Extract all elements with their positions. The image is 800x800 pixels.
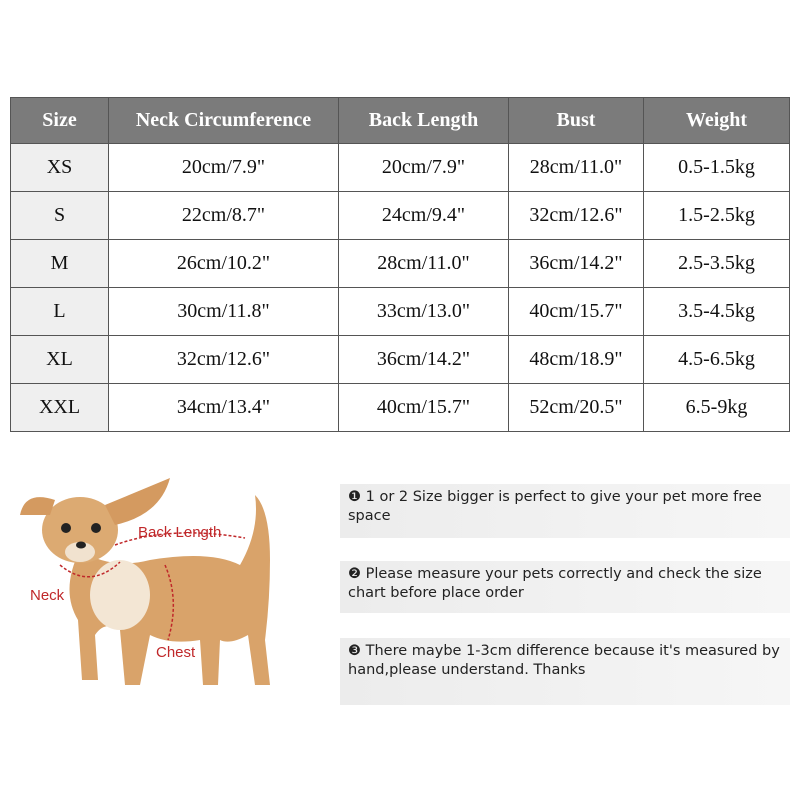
note-1: [340, 484, 790, 538]
weight-cell: 2.5-3.5kg: [644, 240, 790, 288]
bust-cell: 52cm/20.5": [509, 384, 644, 432]
dog-measurement-diagram: [20, 470, 320, 700]
note-3: [340, 638, 790, 705]
size-cell: S: [11, 192, 109, 240]
neck-cell: 20cm/7.9": [109, 144, 339, 192]
weight-cell: 6.5-9kg: [644, 384, 790, 432]
bust-cell: 32cm/12.6": [509, 192, 644, 240]
table-row: [11, 384, 790, 432]
header-bust: Bust: [509, 98, 644, 144]
weight-cell: 3.5-4.5kg: [644, 288, 790, 336]
header-weight: Weight: [644, 98, 790, 144]
number-1-icon: ❶: [348, 489, 361, 505]
size-chart-table: [10, 97, 790, 432]
back-length-cell: 33cm/13.0": [339, 288, 509, 336]
weight-cell: 0.5-1.5kg: [644, 144, 790, 192]
note-2: [340, 561, 790, 613]
size-cell: XL: [11, 336, 109, 384]
back-length-label: Back Length: [138, 524, 222, 541]
table-row: [11, 144, 790, 192]
number-3-icon: ❸: [348, 643, 361, 659]
size-cell: L: [11, 288, 109, 336]
header-neck: Neck Circumference: [109, 98, 339, 144]
chest-label: Chest: [156, 644, 196, 661]
weight-cell: 1.5-2.5kg: [644, 192, 790, 240]
neck-cell: 32cm/12.6": [109, 336, 339, 384]
neck-label: Neck: [30, 587, 65, 604]
note-text: Please measure your pets correctly and check the size chart before place order: [348, 566, 762, 601]
size-cell: M: [11, 240, 109, 288]
header-size: Size: [11, 98, 109, 144]
bust-cell: 40cm/15.7": [509, 288, 644, 336]
neck-cell: 26cm/10.2": [109, 240, 339, 288]
back-length-cell: 36cm/14.2": [339, 336, 509, 384]
bust-cell: 28cm/11.0": [509, 144, 644, 192]
back-length-cell: 20cm/7.9": [339, 144, 509, 192]
size-cell: XS: [11, 144, 109, 192]
table-row: [11, 192, 790, 240]
bust-cell: 48cm/18.9": [509, 336, 644, 384]
dog-illustration: [20, 478, 270, 685]
back-length-cell: 24cm/9.4": [339, 192, 509, 240]
back-length-cell: 28cm/11.0": [339, 240, 509, 288]
table-row: [11, 240, 790, 288]
note-text: There maybe 1-3cm difference because it's measured by hand,please understand. Thanks: [348, 643, 780, 678]
neck-cell: 34cm/13.4": [109, 384, 339, 432]
weight-cell: 4.5-6.5kg: [644, 336, 790, 384]
neck-cell: 30cm/11.8": [109, 288, 339, 336]
header-back: Back Length: [339, 98, 509, 144]
size-cell: XXL: [11, 384, 109, 432]
table-header-row: [11, 98, 790, 144]
bust-cell: 36cm/14.2": [509, 240, 644, 288]
note-text: 1 or 2 Size bigger is perfect to give your pet more free space: [348, 489, 762, 524]
table-row: [11, 288, 790, 336]
neck-cell: 22cm/8.7": [109, 192, 339, 240]
back-length-cell: 40cm/15.7": [339, 384, 509, 432]
table-row: [11, 336, 790, 384]
number-2-icon: ❷: [348, 566, 361, 582]
